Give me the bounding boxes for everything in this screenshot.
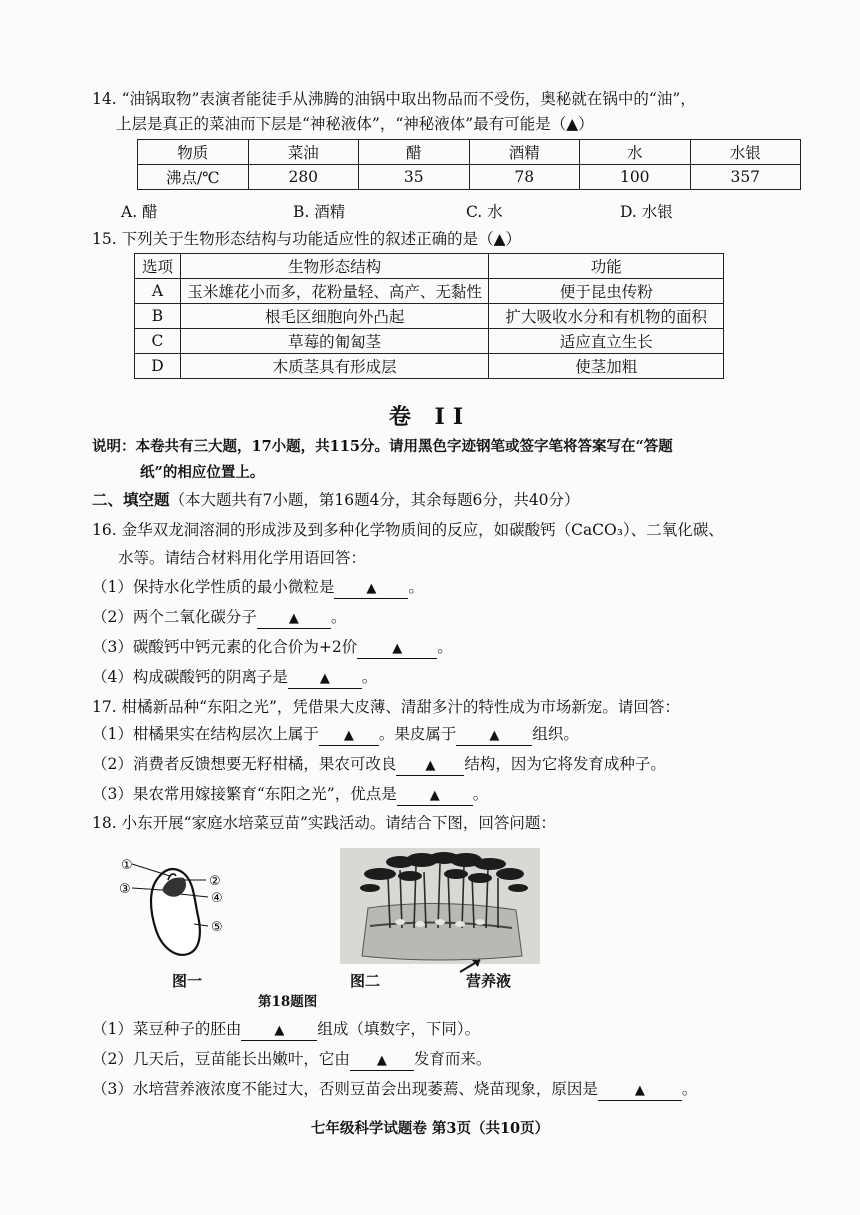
table-row — [135, 304, 724, 329]
leader-line-1 — [132, 864, 170, 876]
blank-marker: ▲ — [392, 641, 403, 656]
answer-blank[interactable] — [598, 1080, 682, 1101]
answer-blank[interactable] — [334, 578, 408, 599]
blank-marker: ▲ — [319, 671, 330, 686]
figure1-label: 图一 — [172, 972, 203, 990]
table-cell: 35 — [359, 165, 470, 190]
table-header: 生物形态结构 — [180, 254, 488, 279]
table-header: 选项 — [135, 254, 181, 279]
table-cell: 木质茎具有形成层 — [180, 354, 488, 379]
section-desc: （本大题共有7小题，第16题4分，其余每题6分，共40分） — [169, 491, 580, 509]
table-row — [135, 354, 724, 379]
note-text: 纸”的相应位置上。 — [140, 464, 265, 481]
table-header: 功能 — [489, 254, 724, 279]
seed-mark-4: ④ — [211, 891, 223, 906]
answer-blank[interactable] — [350, 1050, 414, 1071]
table-cell: 草莓的匍匐茎 — [180, 329, 488, 354]
q18-part3 — [92, 1078, 697, 1101]
q14-option-c: C. 水 — [466, 203, 503, 221]
section-heading — [92, 489, 580, 511]
question-text: （1）菜豆种子的胚由 — [92, 1020, 242, 1038]
table-row — [138, 165, 801, 190]
blank-marker: ▲ — [489, 728, 500, 743]
table-cell: 280 — [248, 165, 359, 190]
question-text: （2）消费者反馈想要无籽柑橘，果农可改良 — [92, 755, 397, 773]
table-cell: 酒精 — [469, 140, 580, 165]
q16-stem-line2: 水等。请结合材料用化学用语回答： — [118, 549, 367, 567]
q16-part4 — [92, 666, 377, 689]
q17-part3 — [92, 783, 488, 806]
page-footer: 七年级科学试题卷 第3页（共10页） — [310, 1120, 550, 1137]
q16-part2 — [92, 606, 346, 629]
note-label: 说明： — [92, 438, 136, 455]
table-cell: 便于昆虫传粉 — [489, 279, 724, 304]
q17-stem: 17. 柑橘新品种“东阳之光”，凭借果大皮薄、清甜多汁的特性成为市场新宠。请回答： — [92, 698, 680, 716]
table-row — [135, 279, 724, 304]
answer-blank[interactable] — [288, 668, 362, 689]
question-text: （1）柑橘果实在结构层次上属于 — [92, 725, 319, 743]
table-cell: 100 — [580, 165, 691, 190]
q17-part1 — [92, 723, 579, 746]
table-cell: A — [135, 279, 181, 304]
table-cell: 物质 — [138, 140, 249, 165]
answer-blank[interactable] — [257, 608, 331, 629]
answer-blank[interactable] — [396, 755, 464, 776]
period: 。 — [408, 578, 424, 596]
period: 。 — [681, 1080, 698, 1098]
answer-blank[interactable] — [319, 725, 379, 746]
question-text: 。果皮属于 — [378, 725, 457, 743]
q14-stem-line2: 上层是真正的菜油而下层是“神秘液体”，“神秘液体”最有可能是（▲） — [116, 115, 594, 133]
table-cell: 醋 — [359, 140, 470, 165]
q16-part3 — [92, 636, 453, 659]
table-cell: 菜油 — [248, 140, 359, 165]
table-row — [138, 140, 801, 165]
table-cell: B — [135, 304, 181, 329]
q17-part2 — [92, 753, 666, 776]
period: 。 — [361, 668, 378, 686]
seed-mark-3: ③ — [119, 882, 131, 897]
table-cell: 357 — [690, 165, 801, 190]
question-text: （1）保持水化学性质的最小微粒是 — [92, 578, 335, 596]
blank-marker: ▲ — [634, 1083, 645, 1098]
question-text: （3）水培营养液浓度不能过大，否则豆苗会出现萎蔫、烧苗现象，原因是 — [92, 1080, 598, 1098]
question-text: （2）几天后，豆苗能长出嫩叶，它由 — [92, 1050, 350, 1068]
q16-stem-line1: 16. 金华双龙洞溶洞的形成涉及到多种化学物质间的反应，如碳酸钙（CaCO₃）、二氧化碳、 — [92, 521, 724, 539]
blank-marker: ▲ — [274, 1023, 285, 1038]
table-cell: 扩大吸收水分和有机物的面积 — [489, 304, 724, 329]
blank-marker: ▲ — [429, 788, 440, 803]
q16-part1 — [92, 576, 424, 599]
seed-mark-1: ① — [121, 858, 133, 873]
figure2-label: 图二 — [350, 972, 381, 990]
question-text: 组织。 — [532, 725, 579, 743]
answer-blank[interactable] — [456, 725, 532, 746]
volume-title: 卷 II — [388, 404, 472, 430]
q14-boiling-point-table — [137, 139, 801, 190]
volume-note-line2 — [140, 462, 264, 484]
nutrient-solution-label: 营养液 — [466, 972, 512, 990]
q14-option-a: A. 醋 — [121, 203, 158, 221]
period: 。 — [437, 638, 453, 656]
question-text: （3）碳酸钙中钙元素的化合价为+2价 — [92, 638, 358, 656]
table-cell: 水 — [580, 140, 691, 165]
q14-option-d: D. 水银 — [620, 203, 673, 221]
table-cell: 玉米雄花小而多，花粉量轻、高产、无黏性 — [180, 279, 488, 304]
seed-mark-2: ② — [209, 874, 221, 889]
q15-stem: 15. 下列关于生物形态结构与功能适应性的叙述正确的是（▲） — [92, 230, 521, 248]
answer-blank[interactable] — [241, 1020, 317, 1041]
q18-stem: 18. 小东开展“家庭水培菜豆苗”实践活动。请结合下图，回答问题： — [92, 814, 556, 832]
table-cell: 78 — [469, 165, 580, 190]
bean-seed-diagram — [118, 850, 238, 965]
blank-marker: ▲ — [343, 728, 354, 743]
table-cell: C — [135, 329, 181, 354]
table-row — [135, 254, 724, 279]
question-text: 组成（填数字，下同）。 — [317, 1020, 481, 1038]
period: 。 — [330, 608, 347, 626]
question-text: （2）两个二氧化碳分子 — [92, 608, 257, 626]
table-cell: 根毛区细胞向外凸起 — [180, 304, 488, 329]
period: 。 — [472, 785, 489, 803]
sprouts-photo — [340, 848, 540, 964]
table-cell: 适应直立生长 — [489, 329, 724, 354]
answer-blank[interactable] — [397, 785, 473, 806]
q15-options-table — [134, 253, 724, 379]
question-text: 结构，因为它将发育成种子。 — [464, 755, 666, 773]
question-text: 发育而来。 — [413, 1050, 492, 1068]
answer-blank[interactable] — [357, 638, 437, 659]
question-text: （3）果农常用嫁接繁育“东阳之光”，优点是 — [92, 785, 397, 803]
section-title: 二、填空题 — [92, 490, 170, 509]
volume-note-line1 — [92, 436, 673, 458]
table-row — [135, 329, 724, 354]
sprouts-illustration — [340, 848, 540, 964]
table-cell: 使茎加粗 — [489, 354, 724, 379]
figure-caption: 第18题图 — [258, 994, 318, 1010]
blank-marker: ▲ — [366, 581, 377, 596]
seed-mark-5: ⑤ — [211, 920, 223, 935]
note-text: 本卷共有三大题，17小题，共115分。请用黑色字迹钢笔或签字笔将答案写在“答题 — [135, 438, 673, 455]
table-cell: D — [135, 354, 181, 379]
table-cell: 水银 — [690, 140, 801, 165]
table-cell: 沸点/℃ — [138, 165, 249, 190]
blank-marker: ▲ — [288, 611, 299, 626]
q14-stem-line1: 14. “油锅取物”表演者能徒手从沸腾的油锅中取出物品而不受伤，奥秘就在锅中的“油”， — [92, 90, 696, 108]
q14-option-b: B. 酒精 — [293, 203, 346, 221]
blank-marker: ▲ — [376, 1053, 387, 1068]
blank-marker: ▲ — [425, 758, 436, 773]
question-text: （4）构成碳酸钙的阴离子是 — [92, 668, 288, 686]
q18-part2 — [92, 1048, 491, 1071]
q18-part1 — [92, 1018, 480, 1041]
